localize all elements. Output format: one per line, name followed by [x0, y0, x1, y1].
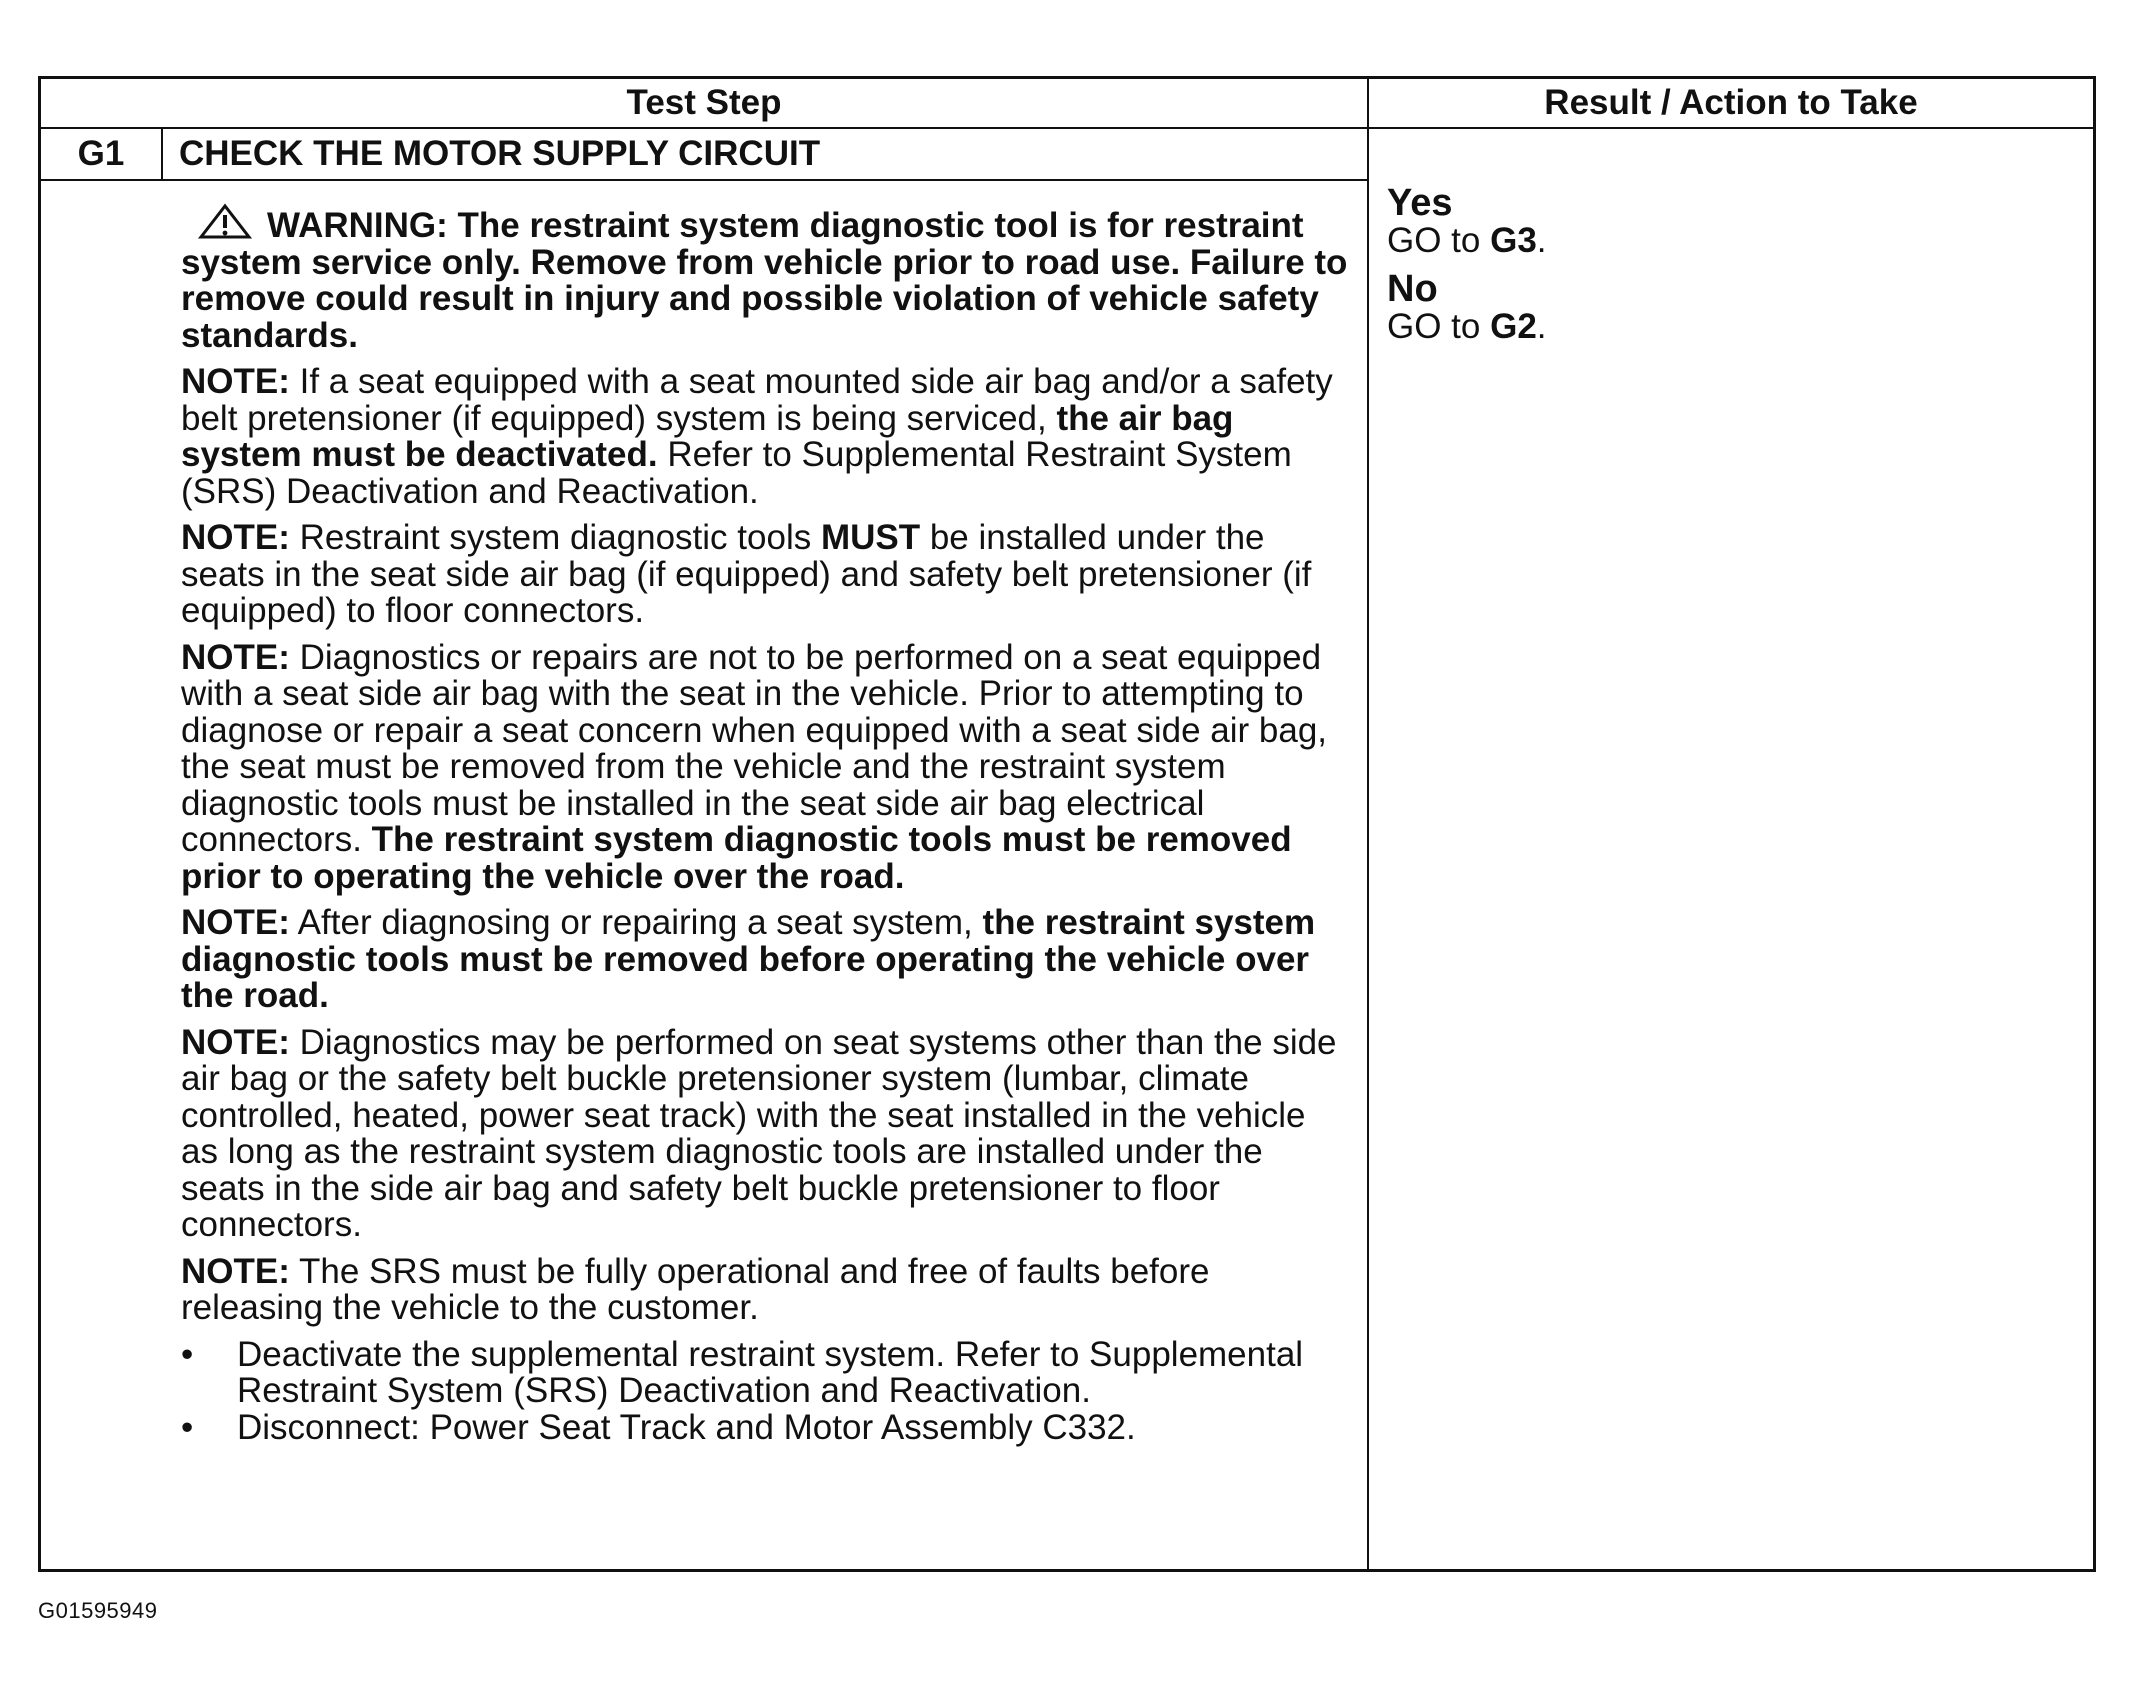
note-label: NOTE: — [181, 518, 290, 557]
note-text: be installed under the seats in the seat side air bag (if equipped) and safety belt pretensioner (if equipped) to floor connectors. — [181, 518, 1312, 630]
result-yes-label: Yes — [1387, 182, 1453, 224]
result-target-link[interactable]: G3 — [1490, 221, 1537, 260]
result-prefix: GO to — [1387, 307, 1491, 346]
result-prefix: GO to — [1387, 221, 1491, 260]
note-text: The SRS must be fully operational and free of faults before releasing the vehicle to the customer. — [181, 1251, 1210, 1327]
step-body — [181, 203, 1351, 1446]
note-2 — [181, 520, 1351, 630]
note-text: Refer to Supplemental Restraint System (SRS) Deactivation and Reactivation. — [181, 435, 1292, 511]
action-text: Deactivate the supplemental restraint system. Refer to Supplemental Restraint System (SRS) Deactivation and Reactivation. — [237, 1334, 1304, 1410]
figure-id: G01595949 — [38, 1598, 158, 1623]
step-id-divider — [161, 129, 163, 179]
warning-triangle-icon — [195, 203, 255, 241]
note-text: Diagnostics or repairs are not to be performed on a seat equipped with a seat side air bag with the seat in the vehicle. Prior to attempting to diagnose or repair a seat concern when equipped with a seat side air bag, the seat must be removed from the vehicle and the restraint system diagnostic tools must be installed in the seat side air bag electrical connectors. — [181, 637, 1328, 859]
note-text: If a seat equipped with a seat mounted side air bag and/or a safety belt pretensioner (if equipped) system is being serviced, — [181, 362, 1333, 438]
step-id: G1 — [77, 134, 125, 173]
action-text: Disconnect: Power Seat Track and Motor Assembly C332. — [237, 1407, 1136, 1447]
action-list — [181, 1334, 1351, 1447]
note-bold-text: The restraint system diagnostic tools must be removed prior to operating the vehicle over the road. — [181, 820, 1292, 896]
step-title: CHECK THE MOTOR SUPPLY CIRCUIT — [179, 134, 821, 173]
bullet-icon: • — [181, 1407, 194, 1447]
result-column — [1387, 183, 2067, 355]
note-text: Restraint system diagnostic tools — [289, 518, 821, 557]
note-bold-text: MUST — [820, 518, 921, 557]
header-test-step: Test Step — [626, 83, 782, 122]
note-label: NOTE: — [181, 362, 290, 401]
column-divider — [1367, 79, 1369, 1569]
note-label: NOTE: — [181, 1251, 290, 1291]
note-6 — [181, 1251, 1351, 1327]
result-no-label: No — [1387, 268, 1438, 310]
note-bold-text: the air bag system must be deactivated. — [181, 398, 1234, 474]
result-target-link[interactable]: G2 — [1490, 307, 1537, 346]
action-item — [181, 1407, 1351, 1447]
note-3 — [181, 637, 1351, 896]
note-label: NOTE: — [181, 903, 290, 942]
note-1 — [181, 364, 1351, 510]
action-item — [181, 1334, 1351, 1410]
warning-text: WARNING: The restraint system diagnostic tool is for restraint system service only. Remove from vehicle prior to road use. Failure to remove could result in injury and possible violation of vehicle safety standards. — [181, 206, 1348, 355]
note-bold-text: the restraint system diagnostic tools must be removed before operating the vehicle over the road. — [181, 903, 1316, 1015]
step-title-divider — [41, 179, 1367, 181]
result-suffix: . — [1536, 221, 1547, 260]
bullet-icon: • — [181, 1334, 194, 1374]
note-5 — [181, 1022, 1351, 1244]
test-step-table — [38, 76, 2096, 1572]
result-yes-action — [1387, 223, 2067, 259]
note-label: NOTE: — [181, 1022, 290, 1062]
warning-paragraph — [181, 203, 1351, 354]
note-text: After diagnosing or repairing a seat system, — [289, 903, 983, 942]
note-text: Diagnostics may be performed on seat systems other than the side air bag or the safety belt buckle pretensioner system (lumbar, climate controlled, heated, power seat track) with the seat installed in the vehicle as long as the restraint system diagnostic tools are installed under the seats in the side air bag and safety belt buckle pretensioner to floor connectors. — [181, 1022, 1337, 1244]
note-4 — [181, 905, 1351, 1015]
result-suffix: . — [1536, 307, 1547, 346]
result-no-action — [1387, 309, 2067, 345]
note-label: NOTE: — [181, 637, 290, 677]
header-result-action: Result / Action to Take — [1544, 83, 1918, 122]
